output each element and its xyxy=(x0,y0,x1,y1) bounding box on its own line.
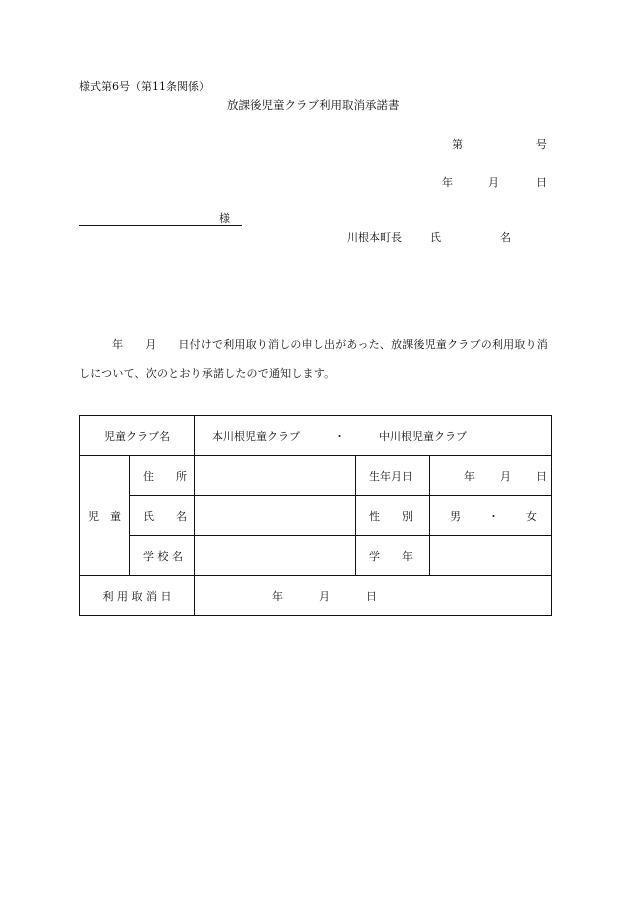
club-label: 児童クラブ名 xyxy=(80,416,195,456)
address-label xyxy=(130,456,195,496)
body-month: 月 xyxy=(145,338,157,351)
birth-value[interactable] xyxy=(430,456,552,496)
child-label: 児 童 xyxy=(80,456,130,576)
sex-value[interactable] xyxy=(430,496,552,536)
date-month: 月 xyxy=(488,176,499,189)
birth-day: 日 xyxy=(536,469,547,483)
issuer-title: 川根本町長 xyxy=(347,231,402,244)
cancel-date-value[interactable] xyxy=(195,576,552,616)
doc-number-dai: 第 xyxy=(452,138,463,151)
name-row xyxy=(80,496,552,536)
sex-separator: ・ xyxy=(488,509,499,523)
date-day: 日 xyxy=(536,176,547,189)
form-number: 様式第6号（第11条関係） xyxy=(79,80,210,93)
school-label: 学 校 名 xyxy=(130,536,195,576)
name-label: 氏 名 xyxy=(130,496,195,536)
birth-year: 年 xyxy=(464,469,475,483)
school-row xyxy=(80,536,552,576)
cancel-day: 日 xyxy=(366,589,377,603)
body-text xyxy=(79,330,551,388)
grade-label: 学 年 xyxy=(356,536,430,576)
grade-value[interactable] xyxy=(430,536,552,576)
issuer-uji: 氏 xyxy=(430,231,441,244)
club-separator: ・ xyxy=(334,429,345,443)
address-label-text: 住 所 xyxy=(143,469,187,483)
info-table xyxy=(79,415,552,616)
date-year: 年 xyxy=(442,176,453,189)
birth-label: 生年月日 xyxy=(356,456,430,496)
club-options xyxy=(195,416,552,456)
address-value[interactable] xyxy=(195,456,356,496)
name-value[interactable] xyxy=(195,496,356,536)
sex-label: 性 別 xyxy=(356,496,430,536)
club-option-1: 本川根児童クラブ xyxy=(212,429,300,443)
body-year: 年 xyxy=(112,338,124,351)
club-option-2: 中川根児童クラブ xyxy=(379,429,467,443)
body-sentence: 日付けで利用取り消しの申し出があった、放課後児童クラブの利用取り消しについて、次のとおり承諾したので通知します。 xyxy=(79,338,548,380)
document-title: 放課後児童クラブ利用取消承諾書 xyxy=(227,98,400,112)
cancel-date-row xyxy=(80,576,552,616)
sex-female: 女 xyxy=(526,509,537,523)
birth-month: 月 xyxy=(500,469,511,483)
recipient-suffix: 様 xyxy=(219,212,230,225)
cancel-date-label: 利 用 取 消 日 xyxy=(80,576,195,616)
address-row xyxy=(80,456,552,496)
club-row xyxy=(80,416,552,456)
doc-number-go: 号 xyxy=(536,138,547,151)
recipient-line xyxy=(79,213,242,226)
cancel-year: 年 xyxy=(272,589,283,603)
sex-male: 男 xyxy=(450,509,461,523)
issuer-mei: 名 xyxy=(500,231,511,244)
cancel-month: 月 xyxy=(319,589,330,603)
school-value[interactable] xyxy=(195,536,356,576)
